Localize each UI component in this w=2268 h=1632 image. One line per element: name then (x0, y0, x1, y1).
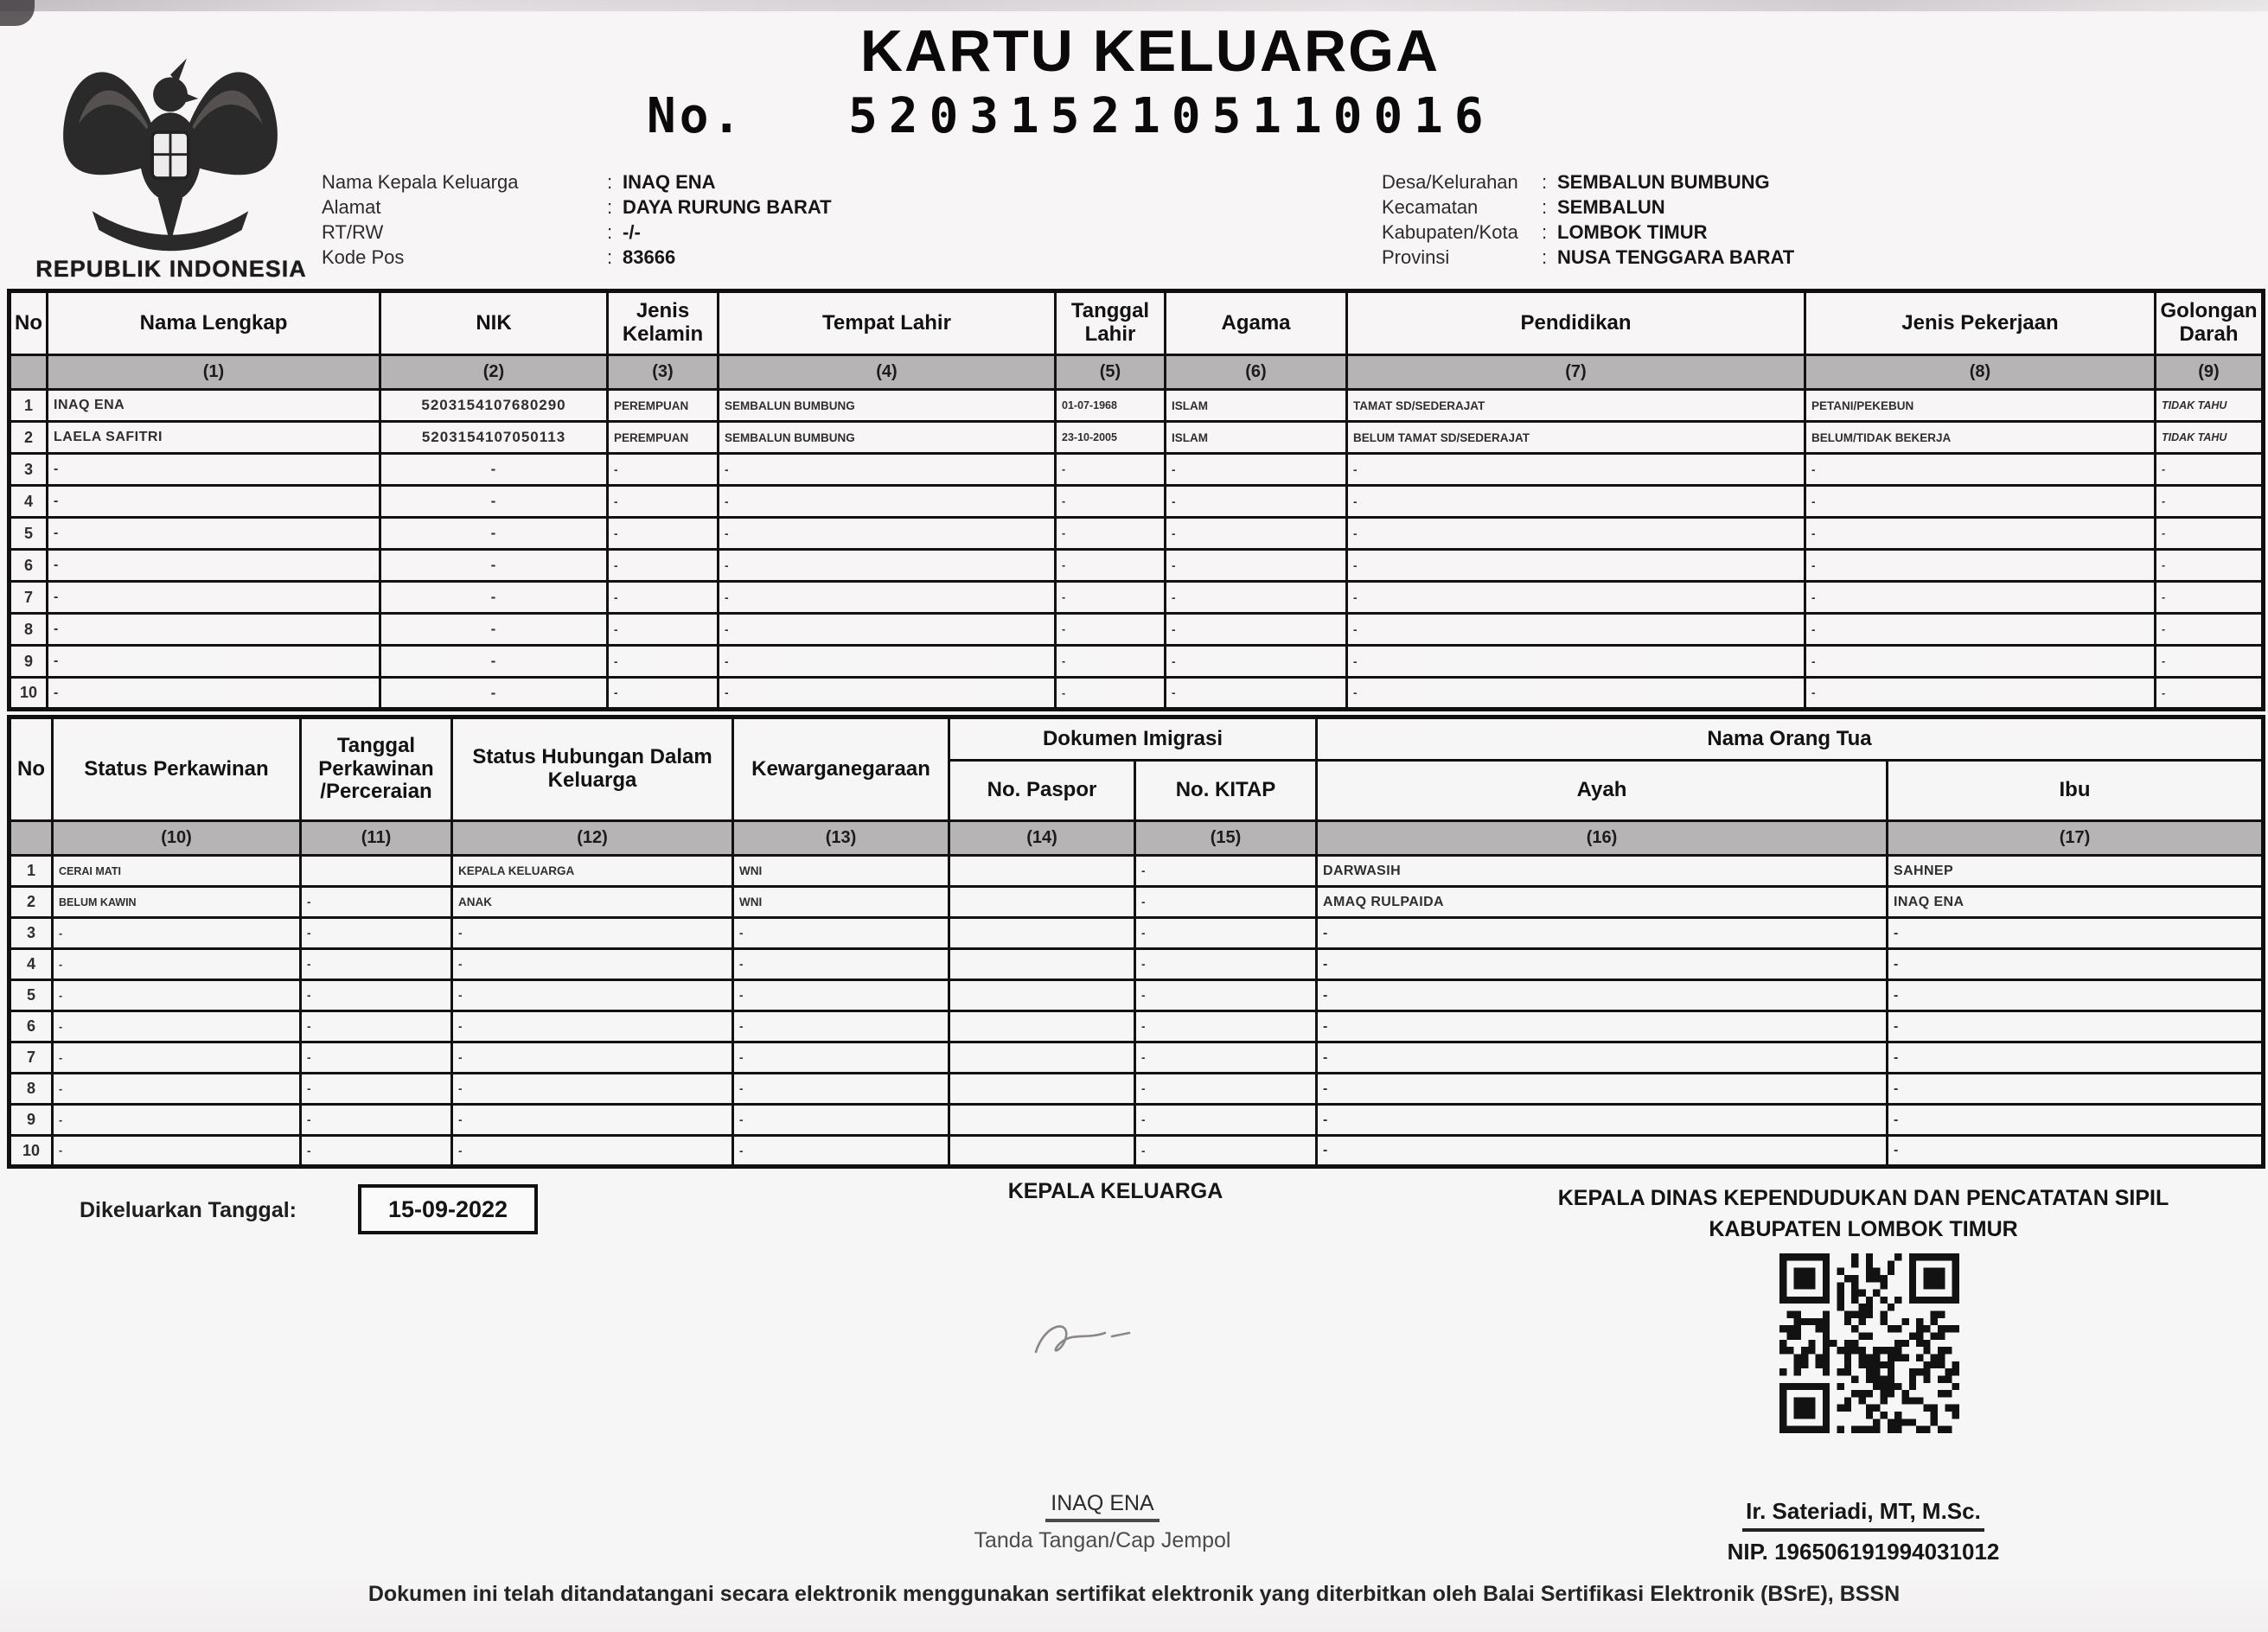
cell-kewarganegaraan: - (733, 980, 949, 1011)
col-group-nama-orang-tua: Nama Orang Tua (1317, 717, 2264, 761)
info-row: Kabupaten/Kota : LOMBOK TIMUR (1382, 221, 1708, 243)
cell-hubungan: - (452, 1074, 733, 1105)
garuda-pancasila-emblem-icon (36, 17, 304, 264)
cell-agama: - (1166, 678, 1347, 710)
cell-tanggal_lahir: - (1056, 582, 1166, 614)
cell-ibu: - (1888, 918, 2264, 949)
col-header-ibu: Ibu (1888, 761, 2264, 821)
cell-pendidikan: - (1347, 486, 1805, 518)
cell-pekerjaan: - (1805, 614, 2156, 646)
column-number: (6) (1166, 355, 1347, 390)
civil-status-row (10, 1042, 2264, 1074)
cell-golongan_darah: - (2156, 550, 2264, 582)
cell-hubungan: ANAK (452, 887, 733, 918)
col-header-status-hubungan: Status Hubungan Dalam Keluarga (452, 717, 733, 821)
column-number: (9) (2156, 355, 2264, 390)
cell-tanggal: - (301, 1136, 452, 1167)
family-member-row (10, 646, 2264, 678)
cell-nama: - (48, 454, 380, 486)
cell-nama: INAQ ENA (48, 390, 380, 422)
cell-status: CERAI MATI (53, 856, 301, 887)
info-value: SEMBALUN (1557, 196, 1665, 218)
scan-edge-artifact (0, 0, 2268, 11)
cell-golongan_darah: - (2156, 582, 2264, 614)
col-header-tanggal-lahir: Tanggal Lahir (1056, 291, 1166, 355)
cell-nama: - (48, 646, 380, 678)
cell-hubungan: - (452, 1042, 733, 1074)
cell-kewarganegaraan: - (733, 1136, 949, 1167)
cell-jenis_kelamin: - (608, 582, 719, 614)
col-header-tempat-lahir: Tempat Lahir (719, 291, 1056, 355)
row-number: 7 (10, 582, 48, 614)
column-number: (5) (1056, 355, 1166, 390)
cell-paspor (949, 1105, 1135, 1136)
cell-tanggal_lahir: - (1056, 518, 1166, 550)
column-number: (15) (1135, 821, 1317, 856)
cell-hubungan: - (452, 1136, 733, 1167)
region-info-block (1382, 169, 2160, 270)
cell-tempat_lahir: - (719, 646, 1056, 678)
info-label: Kabupaten/Kota (1382, 221, 1518, 243)
right-signatory-title-line2: KABUPATEN LOMBOK TIMUR (1709, 1217, 2018, 1242)
column-number: (13) (733, 821, 949, 856)
cell-tempat_lahir: - (719, 486, 1056, 518)
cell-pekerjaan: BELUM/TIDAK BEKERJA (1805, 422, 2156, 454)
row-number: 8 (10, 1074, 53, 1105)
info-row: Kecamatan : SEMBALUN (1382, 196, 1665, 218)
info-value: 83666 (623, 246, 676, 268)
cell-kewarganegaraan: - (733, 1042, 949, 1074)
cell-ibu: - (1888, 1011, 2264, 1042)
column-number-row (10, 821, 2264, 856)
cell-paspor (949, 1011, 1135, 1042)
family-member-row (10, 518, 2264, 550)
cell-ibu: INAQ ENA (1888, 887, 2264, 918)
cell-status: - (53, 1042, 301, 1074)
cell-status: - (53, 1074, 301, 1105)
emblem-caption: REPUBLIK INDONESIA (35, 256, 307, 282)
cell-tempat_lahir: SEMBALUN BUMBUNG (719, 390, 1056, 422)
col-header-no-paspor: No. Paspor (949, 761, 1135, 821)
info-label: Kode Pos (322, 246, 405, 268)
cell-status: - (53, 1011, 301, 1042)
cell-kitap: - (1135, 918, 1317, 949)
row-number: 3 (10, 454, 48, 486)
column-number: (1) (48, 355, 380, 390)
civil-status-row (10, 856, 2264, 887)
cell-tanggal: - (301, 918, 452, 949)
cell-jenis_kelamin: - (608, 518, 719, 550)
info-value: INAQ ENA (623, 171, 716, 193)
info-row: RT/RW : -/- (322, 221, 641, 243)
info-value: SEMBALUN BUMBUNG (1557, 171, 1770, 193)
cell-nik: - (380, 614, 608, 646)
row-number: 10 (10, 678, 48, 710)
cell-status: - (53, 949, 301, 980)
column-number: (2) (380, 355, 608, 390)
cell-golongan_darah: - (2156, 486, 2264, 518)
info-label: Desa/Kelurahan (1382, 171, 1518, 193)
row-number: 4 (10, 949, 53, 980)
cell-ibu: - (1888, 1074, 2264, 1105)
cell-agama: - (1166, 518, 1347, 550)
cell-agama: - (1166, 582, 1347, 614)
row-number: 1 (10, 390, 48, 422)
left-signatory-name: INAQ ENA (886, 1491, 1319, 1522)
left-signatory-caption: Tanda Tangan/Cap Jempol (974, 1528, 1231, 1552)
civil-status-row (10, 1074, 2264, 1105)
cell-pendidikan: BELUM TAMAT SD/SEDERAJAT (1347, 422, 1805, 454)
col-header-ayah: Ayah (1317, 761, 1888, 821)
family-member-row (10, 454, 2264, 486)
cell-jenis_kelamin: - (608, 486, 719, 518)
cell-tanggal_lahir: - (1056, 614, 1166, 646)
cell-kitap: - (1135, 1042, 1317, 1074)
right-signatory-title (1470, 1183, 2257, 1246)
row-number: 6 (10, 1011, 53, 1042)
cell-nik: - (380, 646, 608, 678)
cell-tanggal_lahir: - (1056, 678, 1166, 710)
cell-hubungan: - (452, 1105, 733, 1136)
cell-tanggal_lahir: - (1056, 646, 1166, 678)
cell-kitap: - (1135, 1105, 1317, 1136)
cell-ayah: - (1317, 918, 1888, 949)
cell-golongan_darah: TIDAK TAHU (2156, 422, 2264, 454)
info-value: -/- (623, 221, 641, 243)
info-row: Provinsi : NUSA TENGGARA BARAT (1382, 246, 1795, 268)
column-number: (16) (1317, 821, 1888, 856)
col-header-no: No (10, 717, 53, 821)
cell-golongan_darah: - (2156, 454, 2264, 486)
col-header-pendidikan: Pendidikan (1347, 291, 1805, 355)
cell-tanggal_lahir: 23-10-2005 (1056, 422, 1166, 454)
cell-nik: - (380, 582, 608, 614)
cell-ayah: - (1317, 980, 1888, 1011)
col-header-jenis-kelamin: Jenis Kelamin (608, 291, 719, 355)
family-member-row (10, 550, 2264, 582)
cell-paspor (949, 1136, 1135, 1167)
cell-kitap: - (1135, 1136, 1317, 1167)
column-number: (4) (719, 355, 1056, 390)
cell-status: - (53, 1136, 301, 1167)
cell-hubungan: KEPALA KELUARGA (452, 856, 733, 887)
cell-status: - (53, 918, 301, 949)
cell-tanggal: - (301, 1074, 452, 1105)
row-number: 3 (10, 918, 53, 949)
cell-agama: - (1166, 454, 1347, 486)
cell-jenis_kelamin: PEREMPUAN (608, 390, 719, 422)
cell-pendidikan: - (1347, 454, 1805, 486)
cell-agama: ISLAM (1166, 390, 1347, 422)
family-member-row (10, 422, 2264, 454)
cell-golongan_darah: - (2156, 678, 2264, 710)
cell-golongan_darah: TIDAK TAHU (2156, 390, 2264, 422)
cell-nik: 5203154107680290 (380, 390, 608, 422)
cell-nik: 5203154107050113 (380, 422, 608, 454)
cell-tanggal_lahir: 01-07-1968 (1056, 390, 1166, 422)
row-number: 2 (10, 422, 48, 454)
cell-ayah: - (1317, 1074, 1888, 1105)
handwritten-signature (1029, 1316, 1141, 1367)
cell-agama: - (1166, 614, 1347, 646)
number-label: No. (647, 88, 745, 144)
right-signatory-nip: NIP. 196506191994031012 (1727, 1539, 2000, 1565)
cell-nik: - (380, 454, 608, 486)
family-member-row (10, 390, 2264, 422)
info-label: Nama Kepala Keluarga (322, 171, 519, 193)
cell-ibu: - (1888, 980, 2264, 1011)
info-value: NUSA TENGGARA BARAT (1557, 246, 1795, 268)
cell-nik: - (380, 550, 608, 582)
cell-tanggal: - (301, 887, 452, 918)
cell-ibu: - (1888, 1105, 2264, 1136)
row-number: 8 (10, 614, 48, 646)
number-digits: 5203152105110016 (848, 88, 1495, 144)
row-number: 1 (10, 856, 53, 887)
cell-kewarganegaraan: - (733, 949, 949, 980)
cell-pekerjaan: - (1805, 486, 2156, 518)
cell-kitap: - (1135, 1011, 1317, 1042)
civil-status-row (10, 980, 2264, 1011)
cell-paspor (949, 887, 1135, 918)
column-number: (17) (1888, 821, 2264, 856)
cell-hubungan: - (452, 949, 733, 980)
civil-status-row (10, 887, 2264, 918)
civil-status-row (10, 1105, 2264, 1136)
info-row: Nama Kepala Keluarga : INAQ ENA (322, 171, 716, 193)
cell-jenis_kelamin: - (608, 614, 719, 646)
cell-nama: LAELA SAFITRI (48, 422, 380, 454)
row-number: 10 (10, 1136, 53, 1167)
civil-status-row (10, 918, 2264, 949)
column-number: (11) (301, 821, 452, 856)
cell-kitap: - (1135, 1074, 1317, 1105)
cell-nama: - (48, 550, 380, 582)
cell-nik: - (380, 486, 608, 518)
cell-tempat_lahir: - (719, 678, 1056, 710)
cell-kitap: - (1135, 887, 1317, 918)
cell-tanggal: - (301, 1011, 452, 1042)
cell-ayah: DARWASIH (1317, 856, 1888, 887)
document-number (647, 88, 1495, 144)
cell-kitap: - (1135, 949, 1317, 980)
cell-ayah: - (1317, 1011, 1888, 1042)
cell-kewarganegaraan: WNI (733, 856, 949, 887)
cell-ibu: - (1888, 949, 2264, 980)
info-row: Desa/Kelurahan : SEMBALUN BUMBUNG (1382, 171, 1770, 193)
col-header-tanggal-perkawinan: Tanggal Perkawinan /Perceraian (301, 717, 452, 821)
cell-nama: - (48, 518, 380, 550)
row-number: 4 (10, 486, 48, 518)
cell-nik: - (380, 518, 608, 550)
cell-paspor (949, 980, 1135, 1011)
row-number: 6 (10, 550, 48, 582)
cell-ibu: - (1888, 1136, 2264, 1167)
cell-tanggal: - (301, 1105, 452, 1136)
cell-status: BELUM KAWIN (53, 887, 301, 918)
cell-kewarganegaraan: - (733, 1105, 949, 1136)
cell-ayah: AMAQ RULPAIDA (1317, 887, 1888, 918)
cell-golongan_darah: - (2156, 518, 2264, 550)
cell-tempat_lahir: - (719, 614, 1056, 646)
cell-ayah: - (1317, 949, 1888, 980)
cell-tempat_lahir: - (719, 582, 1056, 614)
cell-tanggal_lahir: - (1056, 454, 1166, 486)
row-number: 5 (10, 980, 53, 1011)
cell-jenis_kelamin: - (608, 678, 719, 710)
cell-tanggal_lahir: - (1056, 550, 1166, 582)
cell-hubungan: - (452, 918, 733, 949)
cell-pekerjaan: - (1805, 678, 2156, 710)
scan-corner-artifact (0, 0, 35, 26)
cell-pekerjaan: - (1805, 646, 2156, 678)
cell-nama: - (48, 582, 380, 614)
family-members-table (7, 289, 2265, 711)
cell-agama: ISLAM (1166, 422, 1347, 454)
cell-nama: - (48, 678, 380, 710)
cell-pendidikan: TAMAT SD/SEDERAJAT (1347, 390, 1805, 422)
cell-pendidikan: - (1347, 678, 1805, 710)
column-number: (8) (1805, 355, 2156, 390)
cell-jenis_kelamin: - (608, 646, 719, 678)
cell-jenis_kelamin: - (608, 454, 719, 486)
row-number: 9 (10, 646, 48, 678)
civil-status-row (10, 949, 2264, 980)
row-number: 2 (10, 887, 53, 918)
col-group-dokumen-imigrasi: Dokumen Imigrasi (949, 717, 1317, 761)
left-signatory-title: KEPALA KELUARGA (1007, 1179, 1223, 1203)
column-number-row (10, 355, 2264, 390)
cell-ayah: - (1317, 1136, 1888, 1167)
row-number: 9 (10, 1105, 53, 1136)
cell-kewarganegaraan: - (733, 918, 949, 949)
info-row: Alamat : DAYA RURUNG BARAT (322, 196, 832, 218)
cell-pekerjaan: - (1805, 454, 2156, 486)
cell-tanggal (301, 856, 452, 887)
cell-nama: - (48, 486, 380, 518)
cell-hubungan: - (452, 980, 733, 1011)
col-header-no-kitap: No. KITAP (1135, 761, 1317, 821)
info-value: DAYA RURUNG BARAT (623, 196, 832, 218)
cell-agama: - (1166, 486, 1347, 518)
cell-paspor (949, 949, 1135, 980)
row-number: 7 (10, 1042, 53, 1074)
col-header-nik: NIK (380, 291, 608, 355)
cell-ibu: SAHNEP (1888, 856, 2264, 887)
info-label: RT/RW (322, 221, 384, 243)
cell-paspor (949, 918, 1135, 949)
info-label: Kecamatan (1382, 196, 1479, 218)
cell-golongan_darah: - (2156, 646, 2264, 678)
info-label: Alamat (322, 196, 381, 218)
col-header-golongan-darah: Golongan Darah (2156, 291, 2264, 355)
cell-tempat_lahir: SEMBALUN BUMBUNG (719, 422, 1056, 454)
column-number: (3) (608, 355, 719, 390)
family-member-row (10, 614, 2264, 646)
info-label: Provinsi (1382, 246, 1450, 268)
cell-pekerjaan: - (1805, 582, 2156, 614)
info-row: Kode Pos : 83666 (322, 246, 676, 268)
cell-ibu: - (1888, 1042, 2264, 1074)
family-member-row (10, 486, 2264, 518)
col-header-kewarganegaraan: Kewarganegaraan (733, 717, 949, 821)
cell-pekerjaan: - (1805, 550, 2156, 582)
column-number: (10) (53, 821, 301, 856)
cell-jenis_kelamin: PEREMPUAN (608, 422, 719, 454)
info-value: LOMBOK TIMUR (1557, 221, 1708, 243)
cell-kewarganegaraan: WNI (733, 887, 949, 918)
cell-pekerjaan: PETANI/PEKEBUN (1805, 390, 2156, 422)
family-member-row (10, 582, 2264, 614)
cell-kitap: - (1135, 980, 1317, 1011)
column-number: (14) (949, 821, 1135, 856)
col-header-jenis-pekerjaan: Jenis Pekerjaan (1805, 291, 2156, 355)
cell-pendidikan: - (1347, 646, 1805, 678)
cell-tanggal_lahir: - (1056, 486, 1166, 518)
civil-status-row (10, 1011, 2264, 1042)
cell-kewarganegaraan: - (733, 1011, 949, 1042)
household-info-block (322, 169, 1013, 270)
cell-kitap: - (1135, 856, 1317, 887)
cell-ayah: - (1317, 1042, 1888, 1074)
qr-code (1779, 1253, 1959, 1433)
cell-nik: - (380, 678, 608, 710)
right-signatory-name: Ir. Sateriadi, MT, M.Sc. (1647, 1498, 2080, 1532)
cell-tempat_lahir: - (719, 550, 1056, 582)
cell-tanggal: - (301, 949, 452, 980)
cell-nama: - (48, 614, 380, 646)
civil-status-table (7, 715, 2265, 1169)
column-number: (7) (1347, 355, 1805, 390)
family-member-row (10, 678, 2264, 710)
cell-paspor (949, 1074, 1135, 1105)
col-header-agama: Agama (1166, 291, 1347, 355)
cell-pendidikan: - (1347, 582, 1805, 614)
cell-pendidikan: - (1347, 550, 1805, 582)
civil-status-row (10, 1136, 2264, 1167)
cell-status: - (53, 980, 301, 1011)
cell-paspor (949, 856, 1135, 887)
cell-tanggal: - (301, 980, 452, 1011)
cell-ayah: - (1317, 1105, 1888, 1136)
cell-kewarganegaraan: - (733, 1074, 949, 1105)
issued-date-label: Dikeluarkan Tanggal: (80, 1198, 297, 1222)
cell-golongan_darah: - (2156, 614, 2264, 646)
cell-pendidikan: - (1347, 518, 1805, 550)
cell-agama: - (1166, 550, 1347, 582)
cell-hubungan: - (452, 1011, 733, 1042)
issued-date-value: 15-09-2022 (358, 1184, 538, 1234)
column-number: (12) (452, 821, 733, 856)
cell-jenis_kelamin: - (608, 550, 719, 582)
electronic-signature-disclaimer: Dokumen ini telah ditandatangani secara elektronik menggunakan sertifikat elektronik yang diterbitkan oleh Balai Sertifikasi Elektronik (BSrE), BSSN (367, 1582, 1901, 1606)
cell-tempat_lahir: - (719, 454, 1056, 486)
cell-agama: - (1166, 646, 1347, 678)
right-signatory-title-line1: KEPALA DINAS KEPENDUDUKAN DAN PENCATATAN SIPIL (1557, 1186, 2169, 1210)
row-number: 5 (10, 518, 48, 550)
page-title: KARTU KELUARGA (859, 18, 1441, 84)
cell-pendidikan: - (1347, 614, 1805, 646)
cell-paspor (949, 1042, 1135, 1074)
cell-tanggal: - (301, 1042, 452, 1074)
cell-status: - (53, 1105, 301, 1136)
col-header-no: No (10, 291, 48, 355)
col-header-nama-lengkap: Nama Lengkap (48, 291, 380, 355)
cell-pekerjaan: - (1805, 518, 2156, 550)
col-header-status-perkawinan: Status Perkawinan (53, 717, 301, 821)
cell-tempat_lahir: - (719, 518, 1056, 550)
